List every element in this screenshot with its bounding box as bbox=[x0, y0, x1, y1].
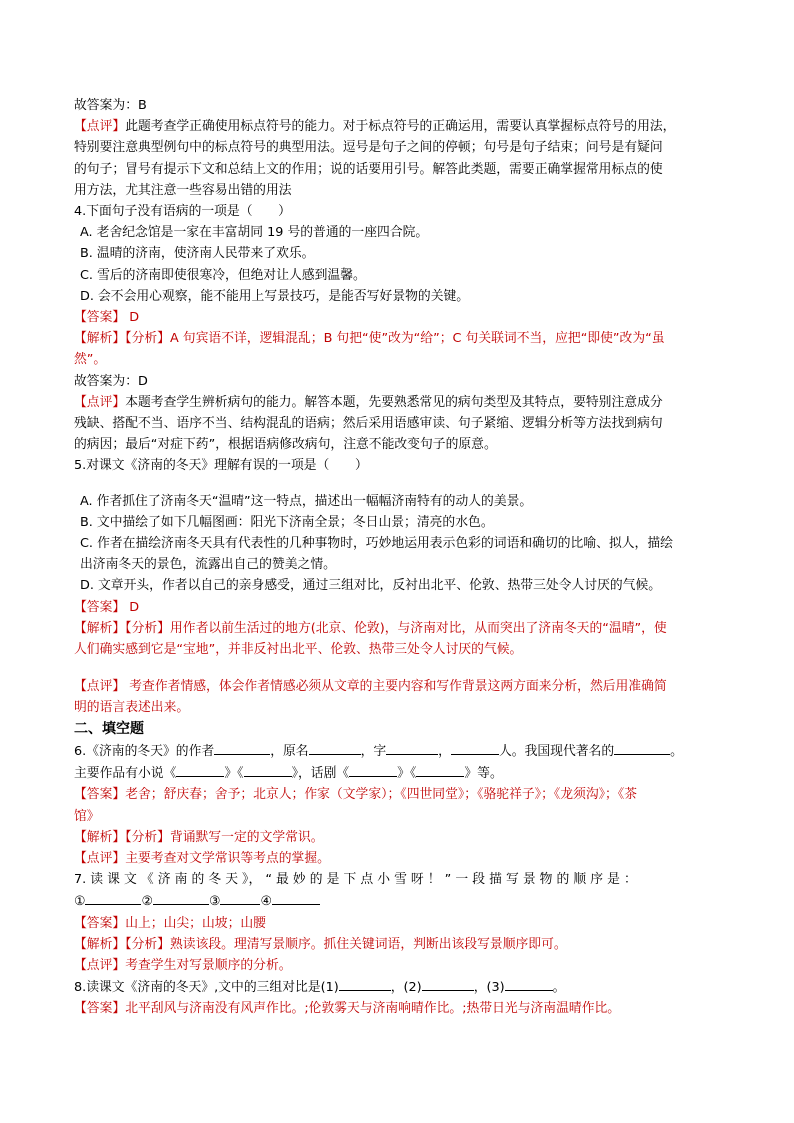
q6-analysis: 【解析】【分析】背诵默写一定的文学常识。 bbox=[74, 829, 324, 845]
q5-answer: 【答案】 D bbox=[74, 599, 140, 615]
q7-comment: 【点评】考查学生对写景顺序的分析。 bbox=[74, 957, 292, 973]
q5-option-c: C. 作者在描绘济南冬天具有代表性的几种事物时，巧妙地运用表示色彩的词语和确切的比喻、拟人，描绘 bbox=[80, 536, 673, 552]
q4-option-a: A. 老舍纪念馆是一家在丰富胡同 19 号的普通的一座四合院。 bbox=[80, 225, 429, 241]
blank[interactable] bbox=[451, 740, 499, 755]
comment-tag: 【点评】 bbox=[74, 119, 126, 135]
q7-answer: 【答案】山上；山尖；山坡；山腰 bbox=[74, 915, 266, 931]
q4-analysis: 【解析】【分析】A 句宾语不详，逻辑混乱；B 句把“使”改为“给”；C 句关联词不当，应把“即使”改为“虽 然”。 bbox=[74, 331, 665, 368]
blank[interactable] bbox=[386, 740, 438, 755]
q4-option-d: D. 会不会用心观察，能不能用上写景技巧，是能否写好景物的关键。 bbox=[80, 288, 470, 304]
q5-option-a: A. 作者抓住了济南冬天“温晴”这一特点，描述出一幅幅济南特有的动人的美景。 bbox=[80, 493, 533, 509]
q5-option-d: D. 文章开头，作者以自己的亲身感受，通过三组对比，反衬出北平、伦敦、热带三处令人讨厌的气候。 bbox=[80, 578, 662, 594]
q4-answer: 【答案】 D bbox=[74, 310, 140, 326]
q4-comment: 【点评】本题考查学生辨析病句的能力。解答本题，先要熟悉常见的病句类型及其特点，要特别注意成分 残缺、搭配不当、语序不当、结构混乱的语病；然后采用语感审读、句子紧缩、逻辑分析等方法找到病句 的病因；最后“对症下药”，根据语病修改病句，注意不能改变句子的原意。 bbox=[74, 394, 663, 453]
q5-option-c-cont: 出济南冬天的景色，流露出自己的赞美之情。 bbox=[80, 557, 336, 573]
q4-option-c: C. 雪后的济南即使很寒冷，但绝对让人感到温馨。 bbox=[80, 267, 366, 283]
section-title: 二、填空题 bbox=[74, 720, 144, 737]
q7-analysis: 【解析】【分析】熟读该段。理清写景顺序。抓住关键词语，判断出该段写景顺序即可。 bbox=[74, 936, 567, 952]
q5-option-b: B. 文中描绘了如下几幅图画：阳光下济南全景；冬日山景；清亮的水色。 bbox=[80, 514, 494, 530]
blank[interactable] bbox=[349, 762, 397, 777]
q3-comment: 【点评】此题考查学正确使用标点符号的能力。对于标点符号的正确运用，需要认真掌握标点符号的用法， 特别要注意典型例句中的标点符号的典型用法。逗号是句子之间的停顿；句号是句子结束；问号是有疑问 的句子；冒号有提示下文和总结上文的作用；说的话要用引号。解答此类题，需要正确掌握常用标点的使 用方法，尤其注意一些容易出错的用法 bbox=[74, 119, 676, 198]
q4-question: 4.下面句子没有语病的一项是（ ） bbox=[74, 204, 291, 220]
q6-question: 6.《济南的冬天》的作者 ，原名 ，字 ， 人。我国现代著名的 。 bbox=[74, 740, 724, 762]
q6-question-line2: 主要作品有小说《 》《 》，话剧《 》《 》等。 bbox=[74, 762, 724, 784]
q6-answer: 【答案】老舍；舒庆春；舍予；北京人；作家（文学家）；《四世同堂》；《骆驼祥子》；《龙须沟》；《茶 馆》 bbox=[74, 787, 638, 824]
q5-question: 5.对课文《济南的冬天》理解有误的一项是（ ） bbox=[74, 458, 368, 474]
q4-result: 故答案为：D bbox=[74, 373, 148, 389]
q8-question: 8.读课文《济南的冬天》,文中的三组对比是(1) ，(2) ，(3) 。 bbox=[74, 976, 724, 998]
blank[interactable] bbox=[220, 890, 260, 905]
document-page bbox=[74, 95, 724, 1020]
q5-comment: 【点评】 考查作者情感，体会作者情感必须从文章的主要内容和写作背景这两方面来分析，然后用准确简 明的语言表述出来。 bbox=[74, 679, 667, 716]
blank[interactable] bbox=[416, 762, 464, 777]
blank[interactable] bbox=[85, 890, 141, 905]
blank[interactable] bbox=[272, 890, 320, 905]
blank[interactable] bbox=[153, 890, 209, 905]
q4-option-b: B. 温晴的济南，使济南人民带来了欢乐。 bbox=[80, 246, 315, 262]
q6-comment: 【点评】主要考查对文学常识等考点的掌握。 bbox=[74, 850, 330, 866]
blank[interactable] bbox=[309, 740, 361, 755]
q7-blanks: ① ② ③ ④ bbox=[74, 890, 724, 912]
spacer bbox=[74, 660, 724, 676]
blank[interactable] bbox=[339, 976, 391, 991]
blank[interactable] bbox=[505, 976, 553, 991]
blank[interactable] bbox=[176, 762, 224, 777]
q5-analysis: 【解析】【分析】用作者以前生活过的地方(北京、伦敦)，与济南对比，从而突出了济南冬天的“温晴”，使 人们确实感到它是“宝地”，并非反衬出北平、伦敦、热带三处令人讨厌的气候。 bbox=[74, 620, 667, 658]
blank[interactable] bbox=[614, 740, 670, 755]
q3-answer: 故答案为：B bbox=[74, 98, 147, 113]
blank[interactable] bbox=[244, 762, 292, 777]
blank[interactable] bbox=[214, 740, 270, 755]
spacer bbox=[74, 477, 724, 491]
blank[interactable] bbox=[422, 976, 474, 991]
q7-question: 7. 读 课 文 《 济 南 的 冬 天 》， “ 最 妙 的 是 下 点 小 雪 呀 ！ ” 一 段 描 写 景 物 的 顺 序 是 ： bbox=[74, 872, 637, 888]
q8-answer: 【答案】北平刮风与济南没有风声作比。;伦敦雾天与济南响晴作比。;热带日光与济南温晴作比。 bbox=[74, 1001, 621, 1017]
